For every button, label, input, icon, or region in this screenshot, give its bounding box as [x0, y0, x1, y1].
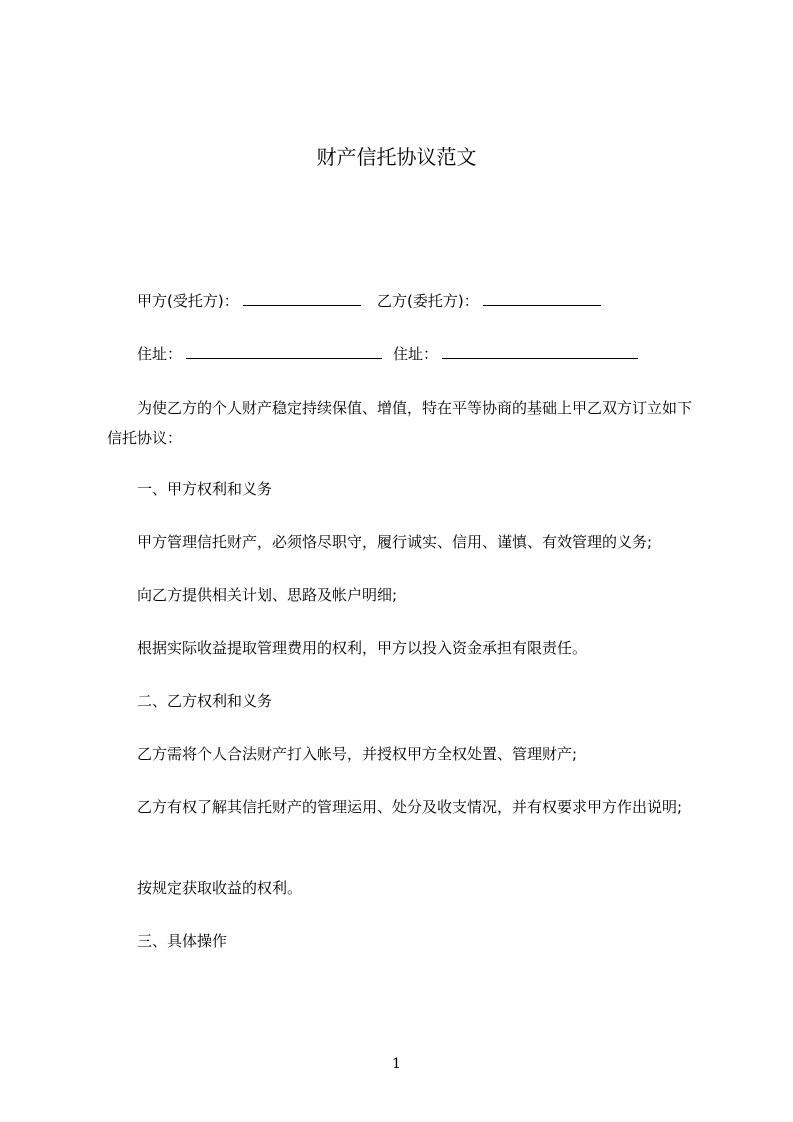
party-b-blank[interactable]: [483, 291, 601, 306]
address-b-blank[interactable]: [442, 344, 638, 359]
address-a-label: 住址：: [137, 345, 183, 363]
section-1-item-3: 根据实际收益提取管理费用的权利，甲方以投入资金承担有限责任。: [137, 639, 588, 657]
section-1-item-1: 甲方管理信托财产，必须恪尽职守，履行诚实、信用、谨慎、有效管理的义务;: [137, 533, 653, 551]
section-2-heading: 二、乙方权利和义务: [137, 692, 273, 710]
address-a-blank[interactable]: [186, 344, 382, 359]
address-a-line: [137, 344, 386, 364]
intro-paragraph: 为使乙方的个人财产稳定持续保值、增值，特在平等协商的基础上甲乙双方订立如下信托协议：: [107, 399, 693, 447]
section-2-item-3: 按规定获取收益的权利。: [137, 879, 303, 897]
section-1-item-2: 向乙方提供相关计划、思路及帐户明细;: [137, 586, 398, 604]
party-a-blank[interactable]: [243, 291, 361, 306]
section-2-item-2: 乙方有权了解其信托财产的管理运用、处分及收支情况，并有权要求甲方作出说明;: [137, 798, 683, 816]
document-title: 财产信托协议范文: [316, 145, 477, 169]
party-a-label: 甲方(受托方)：: [137, 292, 239, 310]
address-b-line: [393, 344, 642, 364]
section-1-heading: 一、甲方权利和义务: [137, 480, 273, 498]
party-b-line: [377, 291, 605, 311]
page-number: 1: [392, 1056, 401, 1072]
party-a-line: [137, 291, 365, 311]
party-b-label: 乙方(委托方)：: [377, 292, 479, 310]
address-b-label: 住址：: [393, 345, 439, 363]
section-2-item-1: 乙方需将个人合法财产打入帐号，并授权甲方全权处置、管理财产;: [137, 745, 578, 763]
section-3-heading: 三、具体操作: [137, 932, 228, 950]
